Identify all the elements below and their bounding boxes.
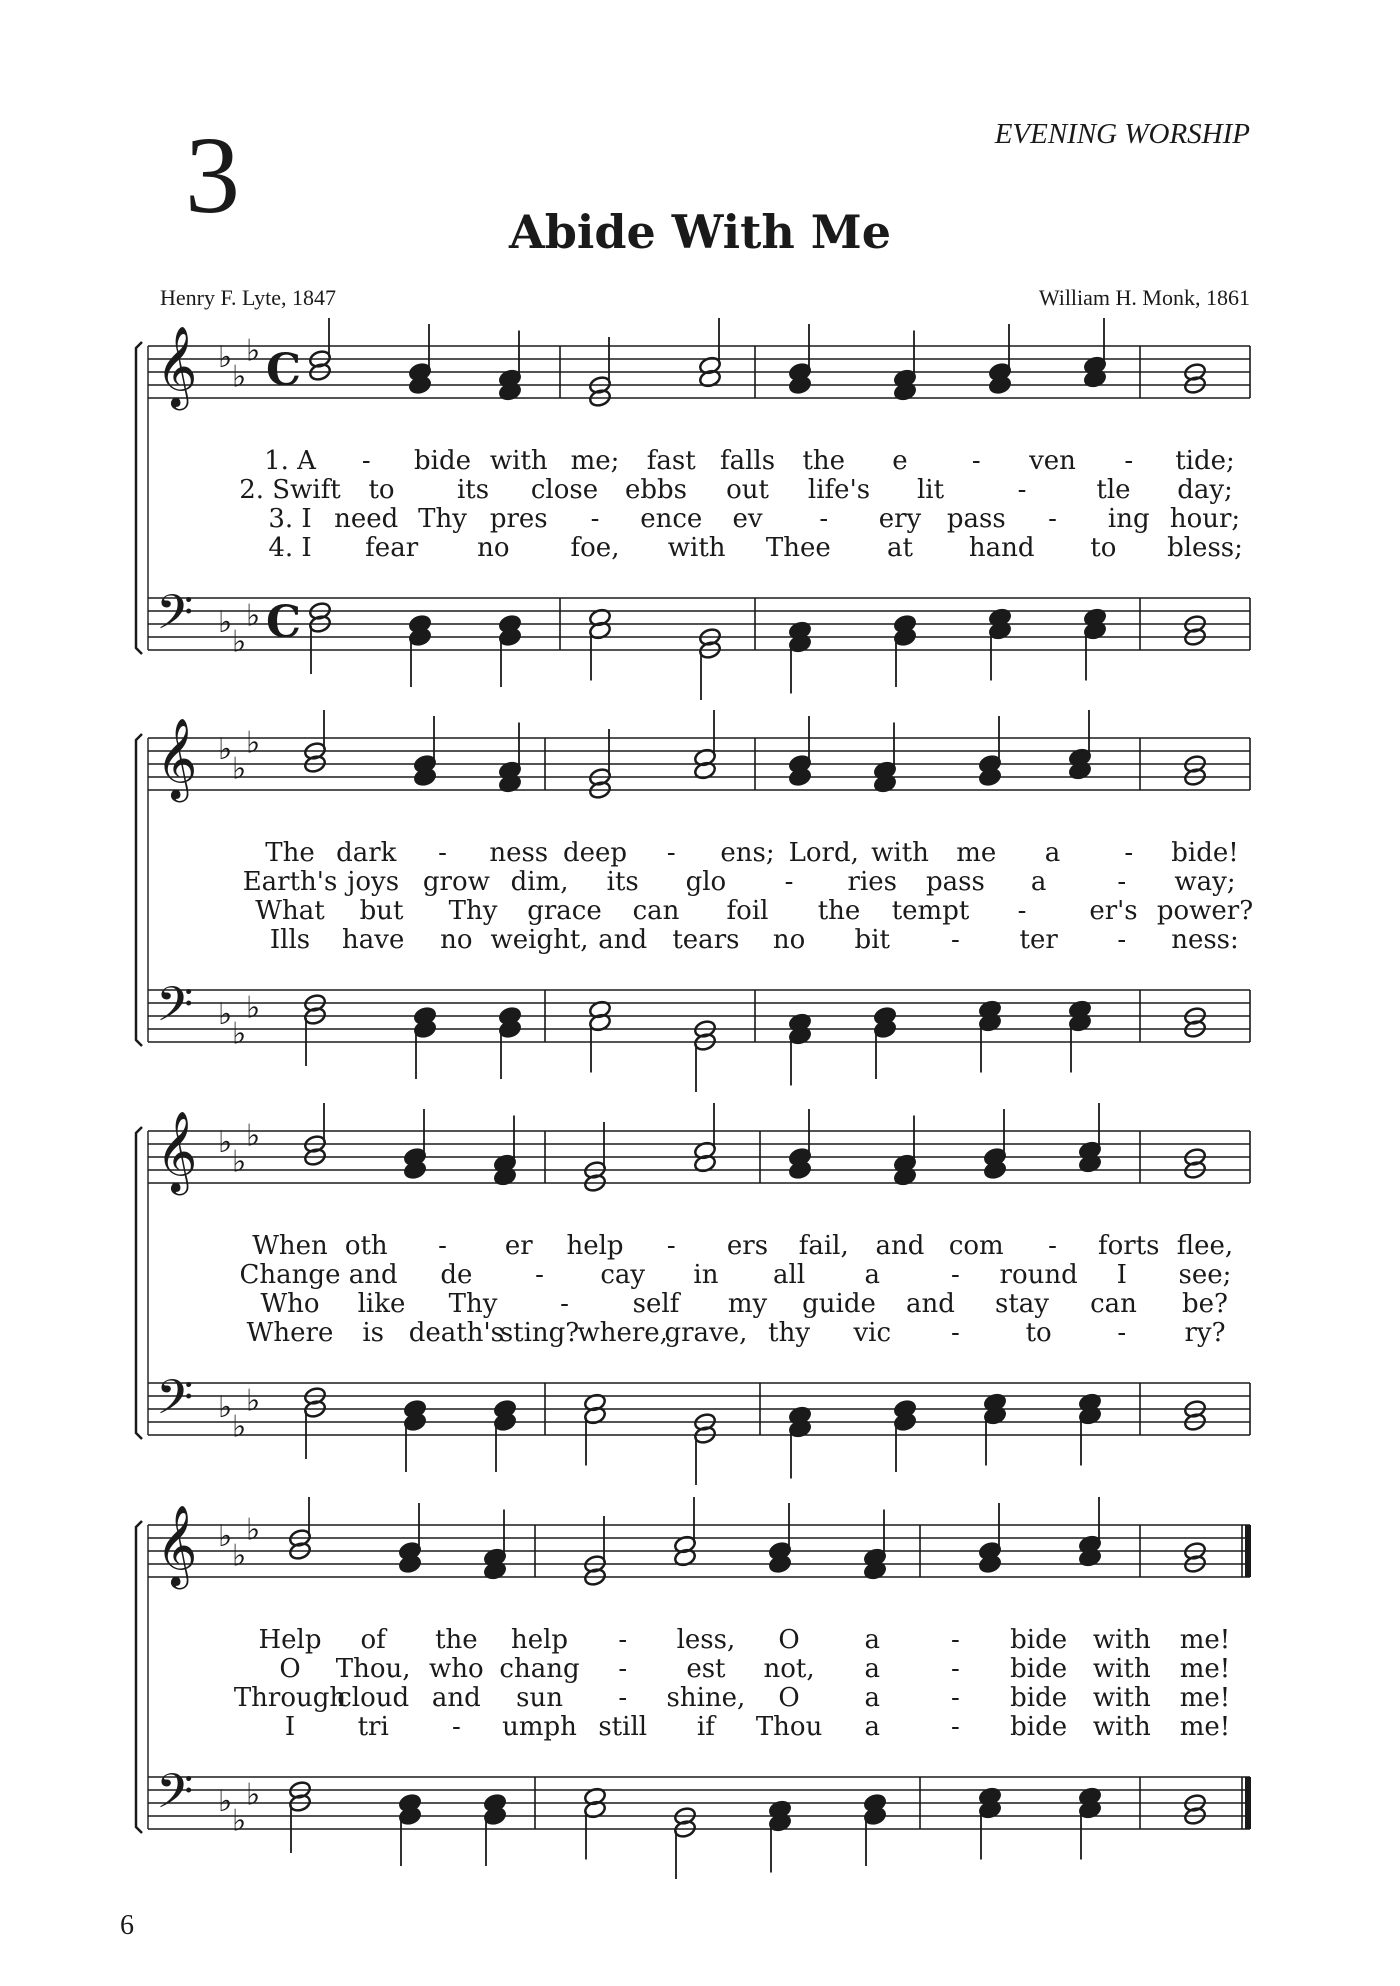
lyric-syllable: a [1044, 838, 1061, 868]
syllable-hyphen: - [1017, 475, 1027, 505]
bass-flat-icon: ♭ [218, 1784, 233, 1819]
lyric-syllable: cay [600, 1260, 646, 1290]
treble-clef-icon: 𝄞 [156, 717, 198, 799]
bass-flat-icon: ♭ [246, 1383, 261, 1419]
lyric-syllable: me! [1179, 1625, 1231, 1655]
lyric-syllable: the [435, 1625, 478, 1655]
lyric-syllable: see; [1178, 1260, 1232, 1290]
lyric-syllable: a [864, 1683, 881, 1713]
hymn-number: 3 [185, 114, 240, 236]
lyric-syllable: Thou [755, 1712, 823, 1742]
lyric-syllable: my [727, 1289, 768, 1319]
treble-clef-icon: 𝄞 [156, 1110, 198, 1192]
lyric-syllable: ries [847, 867, 898, 897]
lyric-syllable: no [477, 533, 510, 563]
lyric-syllable: shine, [666, 1683, 746, 1713]
syllable-hyphen: - [438, 1231, 447, 1261]
lyric-syllable: thy [768, 1318, 811, 1348]
syllable-hyphen: - [951, 1683, 960, 1713]
lyric-line-verse-1 [0, 838, 1400, 868]
lyric-syllable: Thy [448, 1289, 498, 1319]
syllable-hyphen: - [666, 838, 676, 868]
lyric-syllable: have [342, 925, 405, 955]
bass-flat-icon: ♭ [218, 997, 233, 1032]
syllable-hyphen: - [560, 1289, 569, 1319]
bass-flat-icon: ♭ [246, 1777, 261, 1813]
lyric-line-verse-2 [0, 1654, 1400, 1684]
lyric-syllable: ebbs [624, 475, 688, 505]
lyric-syllable: flee, [1176, 1231, 1234, 1261]
lyric-syllable: lit [916, 475, 945, 505]
syllable-hyphen: - [1117, 1318, 1127, 1348]
lyric-syllable: a [864, 1625, 881, 1655]
lyric-syllable: less, [676, 1625, 736, 1655]
lyric-syllable: er [504, 1231, 533, 1261]
lyric-syllable: with [1092, 1712, 1151, 1742]
lyric-syllable: Through [233, 1683, 347, 1713]
lyric-syllable: chang [499, 1654, 580, 1684]
treble-flat-icon: ♭ [232, 1144, 247, 1180]
syllable-hyphen: - [951, 925, 960, 955]
lyric-syllable: fear [365, 533, 419, 563]
syllable-hyphen: - [618, 1625, 628, 1655]
music-system-4 [0, 1497, 1400, 1897]
syllable-hyphen: - [1124, 446, 1134, 476]
lyric-syllable: bide [414, 446, 471, 476]
lyric-syllable: forts [1098, 1231, 1160, 1261]
lyric-syllable: dark [336, 838, 397, 868]
lyric-syllable: What [255, 896, 325, 926]
lyric-syllable: round [999, 1260, 1078, 1290]
lyric-syllable: with [871, 838, 929, 868]
treble-flat-icon: ♭ [246, 333, 261, 369]
lyric-syllable: self [632, 1289, 680, 1319]
lyric-syllable: Where [246, 1318, 334, 1348]
hymn-title: Abide With Me [509, 205, 891, 259]
lyric-syllable: at [887, 533, 913, 563]
syllable-hyphen: - [951, 1260, 960, 1290]
syllable-hyphen: - [819, 504, 829, 534]
lyric-syllable: hand [968, 533, 1035, 563]
lyric-syllable: Who [260, 1289, 320, 1319]
treble-clef-icon: 𝄞 [156, 1504, 198, 1586]
lyric-syllable: with [1092, 1654, 1151, 1684]
lyric-line-verse-1 [0, 446, 1400, 476]
treble-flat-icon: ♭ [218, 732, 233, 767]
lyric-syllable: a [864, 1260, 881, 1290]
lyric-syllable: out [726, 475, 769, 505]
lyric-syllable: help [566, 1231, 624, 1261]
treble-flat-icon: ♭ [246, 1512, 261, 1548]
treble-flat-icon: ♭ [218, 1519, 233, 1554]
common-time-icon: C [266, 597, 302, 648]
lyric-syllable: ness [489, 838, 549, 868]
lyric-syllable: tle [1096, 475, 1131, 505]
lyric-syllable: ing [1107, 504, 1150, 534]
music-system-3 [0, 1103, 1400, 1503]
lyric-syllable: When [252, 1231, 328, 1261]
lyric-syllable: glo [685, 867, 727, 897]
lyric-syllable: not, [763, 1654, 815, 1684]
bass-flat-icon: ♭ [218, 1390, 233, 1425]
lyric-syllable: me [956, 838, 997, 868]
lyric-syllable: ven [1029, 446, 1076, 476]
lyric-syllable: pass [926, 867, 985, 897]
lyric-syllable: sting? [499, 1318, 580, 1348]
lyric-line-verse-1 [0, 1625, 1400, 1655]
lyric-syllable: falls [719, 446, 776, 476]
bass-clef-icon: 𝄢 [156, 976, 194, 1044]
lyric-syllable: grow [422, 867, 490, 897]
lyric-syllable: me! [1179, 1654, 1231, 1684]
lyric-syllable: Help [258, 1625, 322, 1655]
lyric-syllable: oth [344, 1231, 388, 1261]
lyric-syllable: umph [502, 1712, 577, 1742]
lyric-syllable: the [802, 446, 846, 476]
lyric-syllable: no [440, 925, 473, 955]
lyric-syllable: Change [239, 1260, 341, 1290]
lyric-syllable: I [1116, 1260, 1127, 1290]
lyric-syllable: bless; [1167, 533, 1243, 563]
lyric-syllable: and [348, 1260, 398, 1290]
lyric-syllable: com [948, 1231, 1004, 1261]
lyric-syllable: to [1090, 533, 1117, 563]
syllable-hyphen: - [1017, 896, 1027, 926]
bass-flat-icon: ♭ [232, 1803, 247, 1839]
lyric-syllable: ev [732, 504, 763, 534]
lyric-syllable: no [772, 925, 806, 955]
lyric-syllable: The [265, 838, 315, 868]
lyric-syllable: bide [1010, 1654, 1068, 1684]
lyric-syllable: er's [1089, 896, 1138, 926]
bass-flat-icon: ♭ [232, 1016, 247, 1052]
syllable-hyphen: - [361, 446, 371, 476]
music-system-2 [0, 710, 1400, 1110]
lyric-syllable: still [598, 1712, 648, 1742]
treble-flat-icon: ♭ [218, 1125, 233, 1160]
lyric-syllable: Lord, [788, 838, 859, 868]
lyric-syllable: O [279, 1654, 301, 1684]
lyric-syllable: its [606, 867, 639, 897]
lyric-syllable: fail, [798, 1231, 849, 1261]
lyric-syllable: stay [995, 1289, 1049, 1319]
lyric-syllable: and [431, 1683, 481, 1713]
syllable-hyphen: - [971, 446, 981, 476]
lyric-syllable: bide [1010, 1625, 1068, 1655]
lyric-syllable: ter [1019, 925, 1058, 955]
syllable-hyphen: - [438, 838, 447, 868]
lyric-line-verse-4 [0, 533, 1400, 563]
lyric-syllable: dim, [510, 867, 569, 897]
lyric-syllable: pres [489, 504, 548, 534]
lyric-line-verse-3 [0, 504, 1400, 534]
syllable-hyphen: - [951, 1318, 960, 1348]
lyric-syllable: vic [853, 1318, 892, 1348]
syllable-hyphen: - [951, 1712, 960, 1742]
syllable-hyphen: - [590, 504, 600, 534]
lyric-syllable: day; [1177, 475, 1233, 505]
lyric-syllable: tide; [1175, 446, 1235, 476]
lyric-syllable: can [632, 896, 680, 926]
lyric-syllable: and [598, 925, 648, 955]
bass-clef-icon: 𝄢 [156, 584, 194, 652]
lyric-syllable: in [693, 1260, 719, 1290]
lyric-syllable: where, [577, 1318, 668, 1348]
lyric-syllable: ery [878, 504, 922, 534]
lyric-syllable: Thy [448, 896, 498, 926]
bass-flat-icon: ♭ [246, 598, 261, 634]
treble-clef-icon: 𝄞 [156, 325, 198, 407]
music-system-1 [0, 318, 1400, 718]
lyric-syllable: death's [408, 1318, 504, 1348]
lyric-syllable: if [696, 1712, 715, 1742]
lyric-syllable: me! [1179, 1683, 1231, 1713]
lyric-syllable: bide! [1171, 838, 1239, 868]
lyric-line-verse-3 [0, 896, 1400, 926]
lyric-line-verse-2 [0, 1260, 1400, 1290]
syllable-hyphen: - [618, 1683, 628, 1713]
treble-flat-icon: ♭ [246, 1118, 261, 1154]
bass-flat-icon: ♭ [218, 605, 233, 640]
treble-flat-icon: ♭ [232, 1538, 247, 1574]
lyric-syllable: est [686, 1654, 726, 1684]
lyric-syllable: way; [1174, 867, 1236, 897]
bass-flat-icon: ♭ [232, 624, 247, 660]
lyric-syllable: guide [802, 1289, 876, 1319]
lyric-line-verse-2 [0, 867, 1400, 897]
lyric-syllable: cloud [337, 1683, 410, 1713]
syllable-hyphen: - [1048, 504, 1057, 534]
lyric-syllable: bide [1010, 1712, 1068, 1742]
lyric-line-verse-4 [0, 1712, 1400, 1742]
lyric-syllable: I [284, 1712, 296, 1742]
lyric-syllable: a [864, 1712, 881, 1742]
lyric-syllable: to [1025, 1318, 1052, 1348]
syllable-hyphen: - [618, 1654, 628, 1684]
lyric-syllable: ens; [720, 838, 775, 868]
lyric-syllable: sun [516, 1683, 563, 1713]
lyric-syllable: pass [946, 504, 1006, 534]
common-time-icon: C [266, 345, 302, 396]
lyric-syllable: Earth's [242, 867, 338, 897]
syllable-hyphen: - [784, 867, 794, 897]
lyric-syllable: 4. I [268, 533, 312, 563]
lyric-syllable: and [906, 1289, 955, 1319]
lyric-syllable: but [359, 896, 404, 926]
lyric-syllable: Ills [269, 925, 311, 955]
lyric-syllable: 2. Swift [239, 475, 341, 505]
lyric-syllable: ry? [1184, 1318, 1226, 1348]
bass-clef-icon: 𝄢 [156, 1369, 194, 1437]
lyric-syllable: can [1090, 1289, 1137, 1319]
lyric-syllable: be? [1182, 1289, 1228, 1319]
lyric-line-verse-3 [0, 1683, 1400, 1713]
lyric-syllable: bit [854, 925, 890, 955]
syllable-hyphen: - [535, 1260, 544, 1290]
lyric-syllable: grave, [664, 1318, 748, 1348]
lyric-syllable: with [1092, 1683, 1151, 1713]
lyric-syllable: 1. A [264, 446, 316, 476]
lyric-syllable: foil [726, 896, 769, 926]
lyric-syllable: bide [1010, 1683, 1068, 1713]
lyric-syllable: need [334, 504, 399, 534]
lyric-syllable: the [817, 896, 861, 926]
lyric-syllable: hour; [1169, 504, 1241, 534]
lyric-syllable: me! [1179, 1712, 1231, 1742]
lyric-syllable: with [667, 533, 726, 563]
bass-flat-icon: ♭ [246, 990, 261, 1026]
lyric-syllable: a [1030, 867, 1047, 897]
lyric-syllable: ness: [1171, 925, 1239, 955]
music-credit: William H. Monk, 1861 [1038, 285, 1250, 310]
lyric-syllable: de [440, 1260, 473, 1290]
treble-flat-icon: ♭ [232, 751, 247, 787]
lyric-syllable: weight, [490, 925, 589, 955]
lyric-syllable: fast [646, 446, 696, 476]
lyric-line-verse-4 [0, 925, 1400, 955]
lyric-syllable: ers [726, 1231, 769, 1261]
lyric-syllable: tears [672, 925, 740, 955]
syllable-hyphen: - [1124, 838, 1134, 868]
lyric-syllable: grace [527, 896, 602, 926]
lyric-syllable: tempt [891, 896, 970, 926]
lyric-syllable: to [368, 475, 395, 505]
lyric-syllable: close [530, 475, 599, 505]
lyric-syllable: foe, [570, 533, 620, 563]
lyric-syllable: O [778, 1683, 800, 1713]
syllable-hyphen: - [951, 1654, 960, 1684]
lyric-syllable: power? [1156, 896, 1254, 926]
lyric-syllable: O [778, 1625, 800, 1655]
lyric-syllable: help [510, 1625, 569, 1655]
treble-flat-icon: ♭ [246, 725, 261, 761]
lyric-syllable: me; [570, 446, 620, 476]
lyric-line-verse-4 [0, 1318, 1400, 1348]
lyric-syllable: ence [640, 504, 703, 534]
bass-clef-icon: 𝄢 [156, 1763, 194, 1831]
lyric-syllable: Thee [765, 533, 831, 563]
lyric-syllable: life's [807, 475, 871, 505]
lyric-syllable: with [1092, 1625, 1151, 1655]
bass-flat-icon: ♭ [232, 1409, 247, 1445]
syllable-hyphen: - [1117, 867, 1127, 897]
lyric-syllable: deep [562, 838, 628, 868]
lyric-line-verse-1 [0, 1231, 1400, 1261]
lyric-syllable: a [864, 1654, 881, 1684]
words-credit: Henry F. Lyte, 1847 [160, 285, 337, 310]
lyric-syllable: and [875, 1231, 925, 1261]
lyric-syllable: all [773, 1260, 806, 1290]
syllable-hyphen: - [1117, 925, 1127, 955]
lyric-syllable: Thou, [335, 1654, 411, 1684]
syllable-hyphen: - [951, 1625, 960, 1655]
treble-flat-icon: ♭ [232, 359, 247, 395]
section-heading: EVENING WORSHIP [994, 118, 1250, 150]
lyric-line-verse-2 [0, 475, 1400, 505]
lyric-syllable: joys [347, 867, 400, 897]
lyric-syllable: like [357, 1289, 406, 1319]
lyric-syllable: of [360, 1625, 386, 1655]
lyric-syllable: Thy [418, 504, 467, 534]
syllable-hyphen: - [451, 1712, 461, 1742]
page-number: 6 [120, 1910, 134, 1941]
syllable-hyphen: - [666, 1231, 676, 1261]
lyric-syllable: 3. I [268, 504, 312, 534]
lyric-line-verse-3 [0, 1289, 1400, 1319]
lyric-syllable: its [456, 475, 490, 505]
lyric-syllable: with [489, 446, 548, 476]
lyric-syllable: is [362, 1318, 385, 1348]
treble-flat-icon: ♭ [218, 340, 233, 375]
lyric-syllable: who [429, 1654, 484, 1684]
lyric-syllable: tri [357, 1712, 389, 1742]
syllable-hyphen: - [1048, 1231, 1057, 1261]
lyric-syllable: e [892, 446, 908, 476]
